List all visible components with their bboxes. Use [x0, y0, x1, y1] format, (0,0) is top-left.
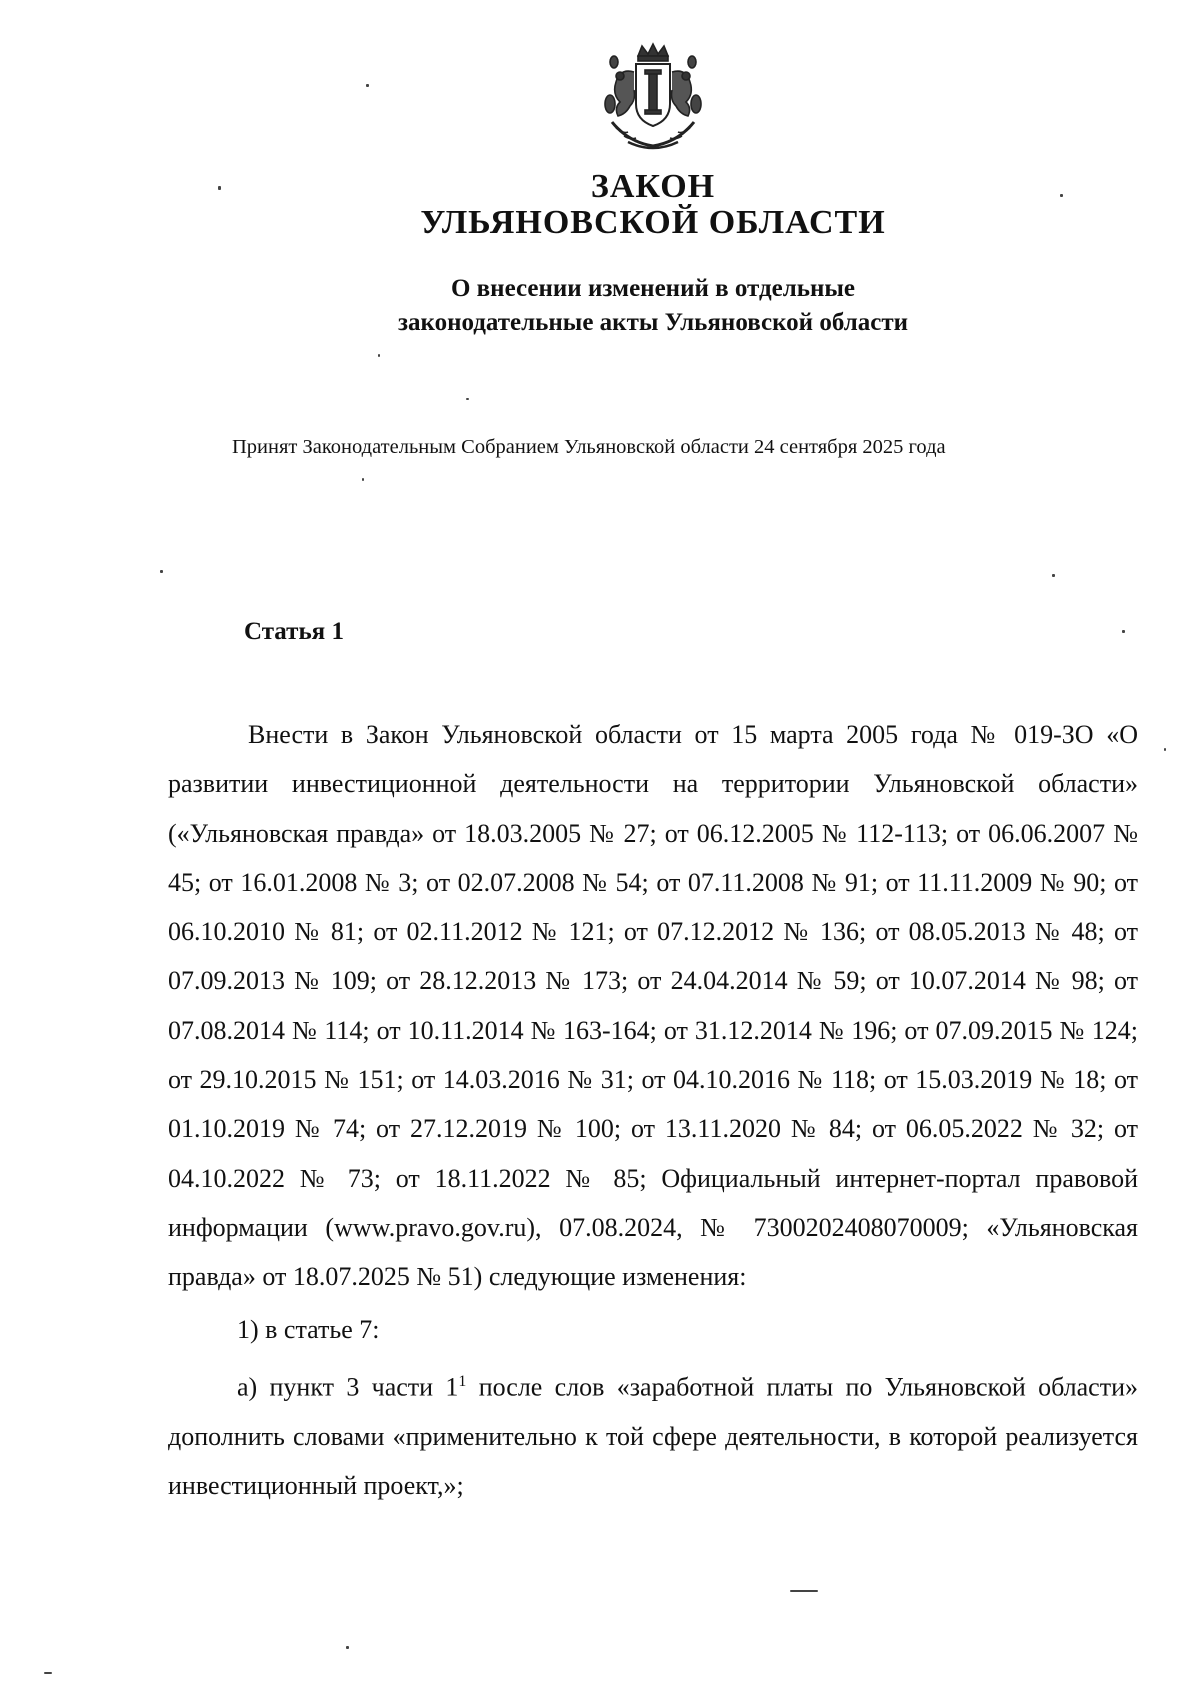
article-intro-paragraph: Внести в Закон Ульяновской области от 15 марта 2005 года № 019-ЗО «О развитии инвестиционной деятельности на территории Ульяновской области» («Ульяновская правда» от 18.03.2005 № 27; от 06.12.2005 № 112-113; от 06.06.2007 № 45; от 16.01.2008 № 3; от 02.07.2008 № 54; от 07.11.2008 № 91; от 11.11.2009 № 90; от 06.10.2010 № 81; от 02.11.2012 № 121; от 07.12.2012 № 136; от 08.05.2013 № 48; от 07.09.2013 № 109; от 28.12.2013 № 173; от 24.04.2014 № 59; от 10.07.2014 № 98; от 07.08.2014 № 114; от 10.11.2014 № 163-164; от 31.12.2014 № 196; от 07.09.2015 № 124; от 29.10.2015 № 151; от 14.03.2016 № 31; от 04.10.2016 № 118; от 15.03.2019 № 18; от 01.10.2019 № 74; от 27.12.2019 № 100; от 13.11.2020 № 84; от 06.05.2022 № 32; от 04.10.2022 № 73; от 18.11.2022 № 85; Официальный интернет-портал правовой информации (www.pravo.gov.ru), 07.08.2024, № 7300202408070009; «Ульяновская правда» от 18.07.2025 № 51) следующие изменения:	[168, 720, 1138, 1292]
article-heading: Статья 1	[244, 618, 344, 645]
article-item-a-text-start: а) пункт 3 части 1	[237, 1372, 459, 1402]
scan-speck	[362, 478, 364, 481]
scan-speck	[1060, 194, 1063, 197]
scan-speck	[1052, 574, 1055, 577]
law-subtitle	[0, 272, 1200, 340]
scan-speck	[218, 186, 221, 190]
article-item-a-text-end: после слов «заработной платы по Ульяновской области» дополнить словами «применительно к той сфере деятельности, в которой реализуется инвестиционный проект,»;	[168, 1372, 1138, 1501]
scan-speck	[44, 1672, 52, 1674]
scan-speck	[346, 1646, 349, 1649]
scan-speck	[1122, 630, 1125, 633]
law-subtitle-line2: законодательные акты Ульяновской области	[397, 309, 909, 336]
law-title-line2: УЛЬЯНОВСКОЙ ОБЛАСТИ	[420, 204, 886, 241]
scan-speck	[366, 84, 369, 87]
scan-speck	[160, 570, 163, 573]
law-title-line1: ЗАКОН	[590, 168, 716, 205]
adoption-statement: Принят Законодательным Собранием Ульяновской области 24 сентября 2025 года	[232, 436, 946, 458]
article-item-a-superscript: 1	[458, 1372, 467, 1390]
article-item-a	[168, 1357, 1138, 1511]
article-item-1: 1) в статье 7:	[237, 1314, 380, 1344]
coat-of-arms-icon	[598, 42, 708, 154]
article-body	[168, 710, 1138, 1510]
scan-speck	[790, 1590, 818, 1592]
law-subtitle-line1: О внесении изменений в отдельные	[450, 275, 856, 302]
scan-speck	[378, 354, 380, 357]
scan-speck	[466, 398, 469, 400]
scan-speck	[1164, 748, 1166, 751]
